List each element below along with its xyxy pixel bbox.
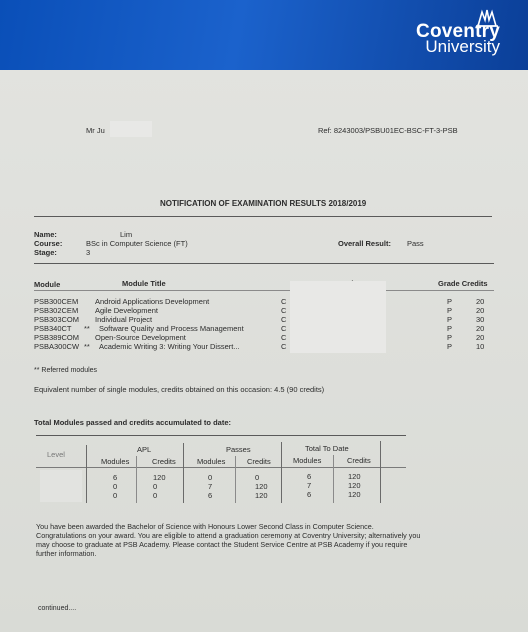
passes-modules: 0 bbox=[208, 473, 213, 482]
apl-credits-header: Credits bbox=[152, 457, 176, 466]
award-line-4: further information. bbox=[36, 549, 97, 558]
equivalent-credits-note: Equivalent number of single modules, credits obtained on this occasion: 4.5 (90 credits) bbox=[34, 385, 325, 394]
module-title: Academic Writing 3: Writing Your Dissert... bbox=[99, 342, 240, 351]
module-credits: 20 bbox=[476, 333, 485, 342]
module-grade: P bbox=[447, 306, 453, 315]
col-divider bbox=[380, 441, 381, 503]
total-modules: 7 bbox=[307, 481, 312, 490]
apl-credits: 0 bbox=[153, 491, 158, 500]
module-grade: P bbox=[447, 297, 453, 306]
document-title: NOTIFICATION OF EXAMINATION RESULTS 2018/2019 bbox=[160, 199, 367, 208]
module-title-header: Module Title bbox=[122, 279, 166, 288]
col-divider bbox=[333, 455, 334, 503]
overall-result-label: Overall Result: bbox=[338, 239, 391, 248]
module-code: PSB300CEM bbox=[34, 297, 79, 306]
logo-university: University bbox=[425, 37, 500, 56]
referred-flag: ** bbox=[84, 342, 90, 351]
stage-value: 3 bbox=[86, 248, 91, 257]
total-credits: 120 bbox=[348, 472, 361, 481]
module-title: Software Quality and Process Management bbox=[99, 324, 244, 333]
module-mark: C bbox=[281, 342, 287, 351]
apl-credits: 0 bbox=[153, 482, 158, 491]
info-rule bbox=[34, 263, 494, 264]
module-mark: C bbox=[281, 306, 287, 315]
total-credits-header: Credits bbox=[347, 456, 371, 465]
passes-header: Passes bbox=[226, 445, 251, 454]
apl-modules: 6 bbox=[113, 473, 118, 482]
total-modules: 6 bbox=[307, 490, 312, 499]
module-title: Android Applications Development bbox=[95, 297, 210, 306]
module-grade: P bbox=[447, 333, 453, 342]
totals-header-rule bbox=[36, 467, 406, 468]
module-mark: C bbox=[281, 315, 287, 324]
course-value: BSc in Computer Science (FT) bbox=[86, 239, 188, 248]
passes-modules: 6 bbox=[208, 491, 213, 500]
module-credits: 20 bbox=[476, 306, 485, 315]
col-divider bbox=[235, 456, 236, 503]
header-rule bbox=[34, 290, 494, 291]
apl-modules: 0 bbox=[113, 491, 118, 500]
total-credits: 120 bbox=[348, 481, 361, 490]
passes-credits-header: Credits bbox=[247, 457, 271, 466]
grade-credits-header: Grade Credits bbox=[438, 279, 488, 288]
name-label: Name: bbox=[34, 230, 57, 239]
passes-modules-header: Modules bbox=[197, 457, 226, 466]
module-credits: 20 bbox=[476, 324, 485, 333]
reference-number: Ref: 8243003/PSBU01EC-BSC-FT-3-PSB bbox=[318, 126, 458, 135]
module-title: Agile Development bbox=[95, 306, 158, 315]
total-credits: 120 bbox=[348, 490, 361, 499]
apl-modules: 0 bbox=[113, 482, 118, 491]
stage-label: Stage: bbox=[34, 248, 57, 257]
passes-credits: 0 bbox=[255, 473, 260, 482]
course-label: Course: bbox=[34, 239, 63, 248]
module-credits: 30 bbox=[476, 315, 485, 324]
module-mark: C bbox=[281, 333, 287, 342]
col-divider bbox=[86, 445, 87, 503]
overall-result-value: Pass bbox=[407, 239, 424, 248]
col-divider bbox=[183, 443, 184, 503]
total-to-date-header: Total To Date bbox=[305, 444, 349, 453]
apl-header: APL bbox=[137, 445, 152, 454]
referred-flag: ** bbox=[84, 324, 90, 333]
module-grade: P bbox=[447, 342, 453, 351]
redaction-addressee bbox=[110, 121, 152, 137]
award-line-3: may choose to graduate at PSB Academy. Please contact the Student Service Centre at PSB Academy if you require bbox=[36, 540, 408, 549]
award-line-2: Congratulations on your award. You are eligible to attend a graduation ceremony at Coventry University; alternatively you bbox=[36, 531, 421, 540]
module-code: PSBA300CW bbox=[34, 342, 80, 351]
level-header: Level bbox=[47, 450, 65, 459]
passes-credits: 120 bbox=[255, 482, 268, 491]
award-line-1: You have been awarded the Bachelor of Science with Honours Lower Second Class in Computer Science. bbox=[36, 522, 374, 531]
module-grade: P bbox=[447, 324, 453, 333]
module-credits: 20 bbox=[476, 297, 485, 306]
header-band bbox=[0, 0, 528, 70]
col-divider bbox=[136, 456, 137, 503]
module-grade: P bbox=[447, 315, 453, 324]
module-mark: C bbox=[281, 297, 287, 306]
apl-credits: 120 bbox=[153, 473, 166, 482]
passes-modules: 7 bbox=[208, 482, 213, 491]
total-modules-header: Modules bbox=[293, 456, 322, 465]
addressee: Mr Ju bbox=[86, 126, 105, 135]
referred-note: ** Referred modules bbox=[34, 367, 98, 374]
module-code: PSB303COM bbox=[34, 315, 80, 324]
module-title: Open-Source Development bbox=[95, 333, 186, 342]
totals-heading: Total Modules passed and credits accumulated to date: bbox=[34, 418, 231, 427]
redaction-marks bbox=[290, 281, 386, 353]
module-header: Module bbox=[34, 280, 61, 289]
totals-top-rule bbox=[36, 435, 406, 436]
continued-label: continued.... bbox=[38, 605, 77, 612]
total-modules: 6 bbox=[307, 472, 312, 481]
module-code: PSB302CEM bbox=[34, 306, 79, 315]
col-divider bbox=[281, 442, 282, 503]
module-code: PSB389COM bbox=[34, 333, 80, 342]
module-title: Individual Project bbox=[95, 315, 153, 324]
apl-modules-header: Modules bbox=[101, 457, 130, 466]
name-value: Lim bbox=[120, 230, 133, 239]
module-mark: C bbox=[281, 324, 287, 333]
redaction-levels bbox=[40, 470, 82, 502]
title-rule bbox=[34, 216, 492, 217]
module-code: PSB340CT bbox=[34, 324, 72, 333]
passes-credits: 120 bbox=[255, 491, 268, 500]
logo-coventry: Coventry bbox=[416, 21, 500, 42]
module-credits: 10 bbox=[476, 342, 485, 351]
